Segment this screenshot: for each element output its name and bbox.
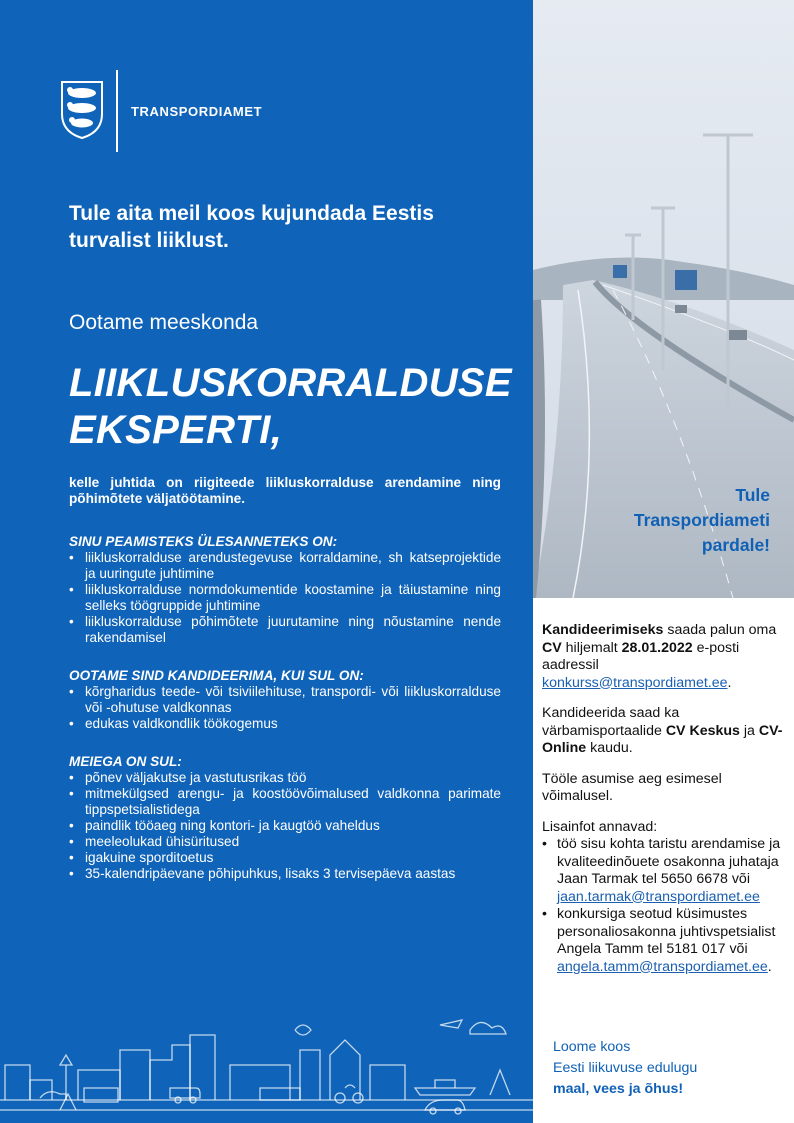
- caption-line-2: Transpordiameti: [633, 510, 770, 530]
- benefits-list: [69, 770, 501, 882]
- caption-line-3: pardale!: [701, 535, 770, 555]
- closing-slogan: [553, 1037, 697, 1100]
- portal-cv-online: CV-Online: [542, 722, 783, 756]
- job-title: [69, 360, 512, 454]
- apply-text: saada palun oma: [663, 622, 777, 638]
- list-item: • mitmekülgsed arengu- ja koostöövõimalused valdkonna parimate tippspetsialistidega: [69, 786, 501, 818]
- start-date-paragraph: Tööle asumise aeg esimesel võimalusel.: [542, 770, 722, 804]
- contact-item: [542, 906, 790, 976]
- apply-paragraph: [542, 622, 790, 692]
- list-item: • igakuine sporditoetus: [69, 850, 501, 866]
- city-skyline-illustration: [0, 1010, 533, 1123]
- contact-text: töö sisu kohta taristu arendamise ja kvaliteedinõuete osakonna juhataja Jaan Tarmak tel 5650 6678 või: [557, 836, 781, 887]
- contacts-heading: Lisainfot annavad:: [542, 818, 658, 835]
- application-info: [542, 622, 790, 976]
- subheading: Ootame meeskonda: [69, 311, 259, 334]
- contact-email-link[interactable]: jaan.tarmak@transpordiamet.ee: [557, 888, 760, 905]
- org-name: TRANSPORDIAMET: [131, 104, 263, 119]
- photo-caption: [634, 483, 770, 558]
- apply-deadline: 28.01.2022: [621, 639, 693, 656]
- list-item: • edukas valdkondlik töökogemus: [69, 716, 501, 732]
- apply-text: hiljemalt: [561, 639, 622, 656]
- job-title-line-2: EKSPERTI,: [69, 408, 283, 452]
- right-panel: [533, 0, 794, 1123]
- slogan-line-3: maal, vees ja õhus!: [553, 1081, 684, 1097]
- tagline: Tule aita meil koos kujundada Eestis turvalist liiklust.: [69, 202, 434, 252]
- contact-item: [542, 836, 790, 906]
- benefits-heading: MEIEGA ON SUL:: [69, 754, 182, 769]
- list-item: • liikluskorralduse arendustegevuse korraldamine, sh katseprojektide ja uuringute juhtimine: [69, 550, 501, 582]
- duties-list: [69, 550, 501, 646]
- list-item: • paindlik tööaeg ning kontori- ja kaugtöö vaheldus: [69, 818, 501, 834]
- apply-text: .: [727, 674, 732, 691]
- contact-email-link[interactable]: angela.tamm@transpordiamet.ee: [557, 958, 768, 975]
- apply-lead: Kandideerimiseks: [542, 622, 664, 638]
- portal-cv-keskus: CV Keskus: [665, 722, 740, 739]
- logo-divider: [116, 70, 118, 152]
- coat-of-arms-logo: [60, 80, 104, 140]
- contacts-list: [542, 836, 790, 976]
- portal-text: Kandideerida saad ka värbamisportaalide: [542, 705, 680, 739]
- list-item: • 35-kalendripäevane põhipuhkus, lisaks 3 tervisepäeva aastas: [69, 866, 501, 882]
- portal-paragraph: [542, 705, 790, 758]
- duties-heading: SINU PEAMISTEKS ÜLESANNETEKS ON:: [69, 534, 338, 549]
- requirements-heading: OOTAME SIND KANDIDEERIMA, KUI SUL ON:: [69, 668, 364, 683]
- slogan-line-2: Eesti liikuvuse edulugu: [553, 1060, 698, 1076]
- apply-text: e-posti aadressil: [542, 639, 740, 673]
- contact-text: konkursiga seotud küsimustes personaliosakonna juhtivspetsialist Angela Tamm tel 5181 017 või: [557, 906, 776, 957]
- requirements-list: [69, 684, 501, 732]
- list-item: • põnev väljakutse ja vastutusrikas töö: [69, 770, 501, 786]
- apply-email-link[interactable]: konkurss@transpordiamet.ee: [542, 674, 728, 691]
- list-item: • kõrgharidus teede- või tsiviilehituse, transpordi- või liikluskorralduse või -ohutuse valdkonnas: [69, 684, 501, 716]
- portal-text: kaudu.: [586, 740, 633, 756]
- list-item: • liikluskorralduse normdokumentide koostamine ja täiustamine ning selleks töögruppide juhtimine: [69, 582, 501, 614]
- job-description: [69, 475, 501, 882]
- apply-cv: CV: [542, 639, 562, 656]
- job-title-line-1: LIIKLUSKORRALDUSE: [69, 361, 512, 405]
- caption-line-1: Tule: [735, 485, 770, 505]
- list-item: • liikluskorralduse põhimõtete juurutamine ning nõustamine nende rakendamisel: [69, 614, 501, 646]
- slogan-line-1: Loome koos: [553, 1039, 631, 1055]
- list-item: • meeleolukad ühisüritused: [69, 834, 501, 850]
- portal-text: ja: [739, 722, 759, 739]
- intro-text: kelle juhtida on riigiteede liikluskorralduse arendamine ning põhimõtete väljatöötamine.: [69, 475, 501, 506]
- contact-text: .: [767, 958, 772, 975]
